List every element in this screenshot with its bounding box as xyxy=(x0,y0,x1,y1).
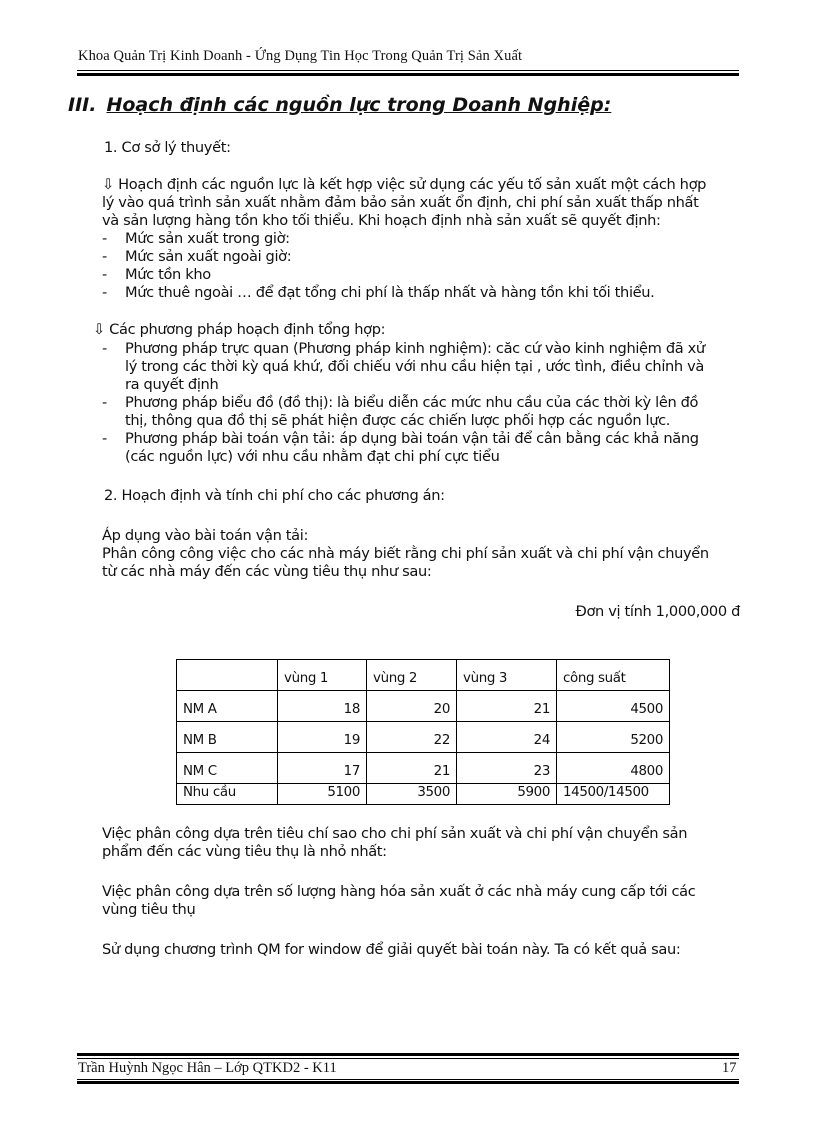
table-header-row xyxy=(177,660,670,691)
header-rule-thick xyxy=(77,73,739,76)
table-cell: 4500 xyxy=(557,691,670,722)
list-item-continued: thị, thông qua đồ thị sẽ phát hiện được các chiến lược phối hợp các nguồn lực. xyxy=(125,412,671,429)
table-cell: 23 xyxy=(457,753,557,784)
row-label: NM A xyxy=(177,691,278,722)
footer-rule-thin xyxy=(77,1058,739,1059)
bullet-dash: - xyxy=(102,394,107,411)
table-header-cell: vùng 3 xyxy=(457,660,557,691)
row-label: Nhu cầu xyxy=(177,784,278,805)
footer-author: Trần Huỳnh Ngọc Hân – Lớp QTKD2 - K11 xyxy=(78,1060,337,1076)
list-item: Phương pháp biểu đồ (đồ thị): là biểu diễn các mức nhu cầu của các thời kỳ lên đồ xyxy=(125,394,699,411)
table-cell: 18 xyxy=(278,691,367,722)
table-row xyxy=(177,753,670,784)
table-cell: 5900 xyxy=(457,784,557,805)
footer-rule-bottom-thin xyxy=(77,1079,739,1080)
footer-rule-thick xyxy=(77,1053,739,1056)
footer-rule-bottom-thick xyxy=(77,1081,739,1084)
header-rule-thin xyxy=(77,70,739,71)
list-item-continued: lý trong các thời kỳ quá khứ, đối chiếu với nhu cầu hiện tại , ước tình, điều chỉnh và xyxy=(125,358,704,375)
page-number: 17 xyxy=(722,1060,737,1076)
bullet-dash: - xyxy=(102,266,107,283)
table-cell: 24 xyxy=(457,722,557,753)
table-cell: 5200 xyxy=(557,722,670,753)
table-cell: 21 xyxy=(457,691,557,722)
list-item: Mức tồn kho xyxy=(125,266,211,283)
unit-note: Đơn vị tính 1,000,000 đ xyxy=(575,603,740,620)
paragraph-line: vùng tiêu thụ xyxy=(102,901,196,918)
paragraph-line: Sử dụng chương trình QM for window để giải quyết bài toán này. Ta có kết quả sau: xyxy=(102,941,681,958)
table-cell: 14500/14500 xyxy=(557,784,670,805)
table-cell: 3500 xyxy=(367,784,457,805)
table-header-cell: công suất xyxy=(557,660,670,691)
paragraph-line: Áp dụng vào bài toán vận tải: xyxy=(102,527,309,544)
list-item: Phương pháp bài toán vận tải: áp dụng bài toán vận tải để cân bằng các khả năng xyxy=(125,430,699,447)
paragraph-line: phẩm đến các vùng tiêu thụ là nhỏ nhất: xyxy=(102,843,387,860)
bullet-dash: - xyxy=(102,340,107,357)
table-corner-cell xyxy=(177,660,278,691)
paragraph-line: ⇩ Hoạch định các nguồn lực là kết hợp việc sử dụng các yếu tố sản xuất một cách hợp xyxy=(102,176,707,193)
section-title xyxy=(68,94,611,116)
list-item: Mức sản xuất ngoài giờ: xyxy=(125,248,292,265)
section-number: III. xyxy=(68,94,97,116)
table-cell: 22 xyxy=(367,722,457,753)
bullet-dash: - xyxy=(102,284,107,301)
subheading-theory: 1. Cơ sở lý thuyết: xyxy=(104,139,231,156)
methods-heading: ⇩ Các phương pháp hoạch định tổng hợp: xyxy=(93,321,386,338)
list-item: Mức thuê ngoài … để đạt tổng chi phí là thấp nhất và hàng tồn khi tối thiểu. xyxy=(125,284,655,301)
row-label: NM B xyxy=(177,722,278,753)
bullet-dash: - xyxy=(102,230,107,247)
paragraph-line: Việc phân công dựa trên số lượng hàng hóa sản xuất ở các nhà máy cung cấp tới các xyxy=(102,883,696,900)
table-header-cell: vùng 2 xyxy=(367,660,457,691)
row-label: NM C xyxy=(177,753,278,784)
page-header: Khoa Quản Trị Kinh Doanh - Ứng Dụng Tin Học Trong Quản Trị Sản Xuất xyxy=(78,48,523,64)
paragraph-line: và sản lượng hàng tồn kho tối thiểu. Khi hoạch định nhà sản xuất sẽ quyết định: xyxy=(102,212,661,229)
table-row xyxy=(177,691,670,722)
paragraph-line: Việc phân công dựa trên tiêu chí sao cho chi phí sản xuất và chi phí vận chuyển sản xyxy=(102,825,688,842)
table-cell: 20 xyxy=(367,691,457,722)
table-total-row xyxy=(177,784,670,805)
section-heading: Hoạch định các nguồn lực trong Doanh Nghiệp: xyxy=(106,94,612,116)
subheading-planning: 2. Hoạch định và tính chi phí cho các phương án: xyxy=(104,487,445,504)
table-header-cell: vùng 1 xyxy=(278,660,367,691)
list-item: Mức sản xuất trong giờ: xyxy=(125,230,290,247)
list-item-continued: (các nguồn lực) với nhu cầu nhằm đạt chi phí cực tiểu xyxy=(125,448,500,465)
table-cell: 17 xyxy=(278,753,367,784)
table-cell: 19 xyxy=(278,722,367,753)
cost-table xyxy=(176,659,670,805)
list-item: Phương pháp trực quan (Phương pháp kinh nghiệm): căc cứ vào kinh nghiệm đã xử xyxy=(125,340,705,357)
table-cell: 5100 xyxy=(278,784,367,805)
table-cell: 4800 xyxy=(557,753,670,784)
table-cell: 21 xyxy=(367,753,457,784)
paragraph-line: từ các nhà máy đến các vùng tiêu thụ như sau: xyxy=(102,563,432,580)
table-row xyxy=(177,722,670,753)
paragraph-line: lý vào quá trình sản xuất nhằm đảm bảo sản xuất ổn định, chi phí sản xuất thấp nhất xyxy=(102,194,699,211)
list-item-continued: ra quyết định xyxy=(125,376,219,393)
paragraph-line: Phân công công việc cho các nhà máy biết rằng chi phí sản xuất và chi phí vận chuyển xyxy=(102,545,709,562)
bullet-dash: - xyxy=(102,430,107,447)
bullet-dash: - xyxy=(102,248,107,265)
